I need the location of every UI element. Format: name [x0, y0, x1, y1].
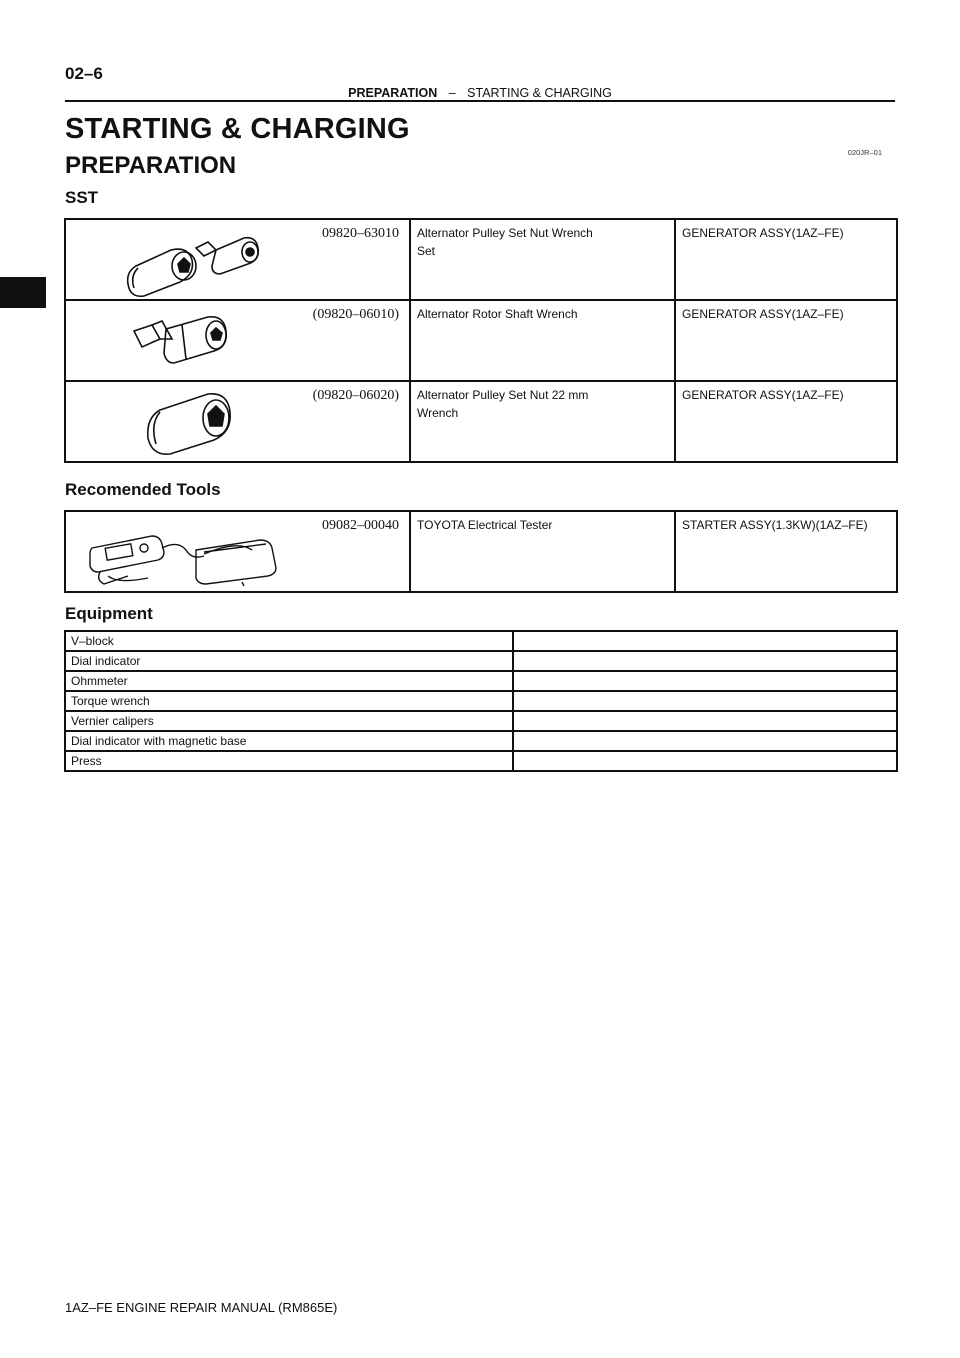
table-row — [65, 631, 897, 651]
table-row — [65, 731, 897, 751]
part-number: (09820–06010) — [312, 307, 399, 322]
tool-use: GENERATOR ASSY(1AZ–FE) — [675, 219, 897, 300]
page-number: 02–6 — [65, 64, 103, 83]
table-row — [65, 381, 897, 462]
table-row — [65, 219, 897, 300]
equipment-note — [513, 731, 897, 751]
document-code: 020JR–01 — [847, 148, 882, 157]
tool-name — [410, 219, 675, 300]
tool-use: GENERATOR ASSY(1AZ–FE) — [675, 381, 897, 462]
header-subsection: STARTING & CHARGING — [467, 86, 612, 100]
socket-wrench-icon — [116, 390, 316, 460]
header-section: PREPARATION — [348, 86, 438, 100]
header-rule — [65, 100, 895, 102]
equipment-note — [513, 671, 897, 691]
table-row — [65, 751, 897, 771]
part-number: (09820–06020) — [312, 388, 399, 403]
equipment-note — [513, 711, 897, 731]
table-row — [65, 671, 897, 691]
table-row — [65, 300, 897, 381]
tool-name-line: Wrench — [417, 406, 459, 420]
equipment-note — [513, 631, 897, 651]
tool-name-line: Alternator Pulley Set Nut 22 mm — [417, 388, 589, 402]
tool-name — [410, 381, 675, 462]
tool-image-cell — [65, 511, 410, 592]
tool-use: STARTER ASSY(1.3KW)(1AZ–FE) — [675, 511, 897, 592]
page-subtitle: PREPARATION — [65, 152, 237, 179]
equipment-note — [513, 751, 897, 771]
section-tab-marker — [0, 277, 46, 308]
equipment-item: Torque wrench — [65, 691, 513, 711]
equipment-note — [513, 651, 897, 671]
table-row — [65, 691, 897, 711]
tool-name — [410, 300, 675, 381]
table-row — [65, 651, 897, 671]
sst-heading: SST — [65, 188, 99, 207]
sst-table — [64, 218, 898, 463]
tool-image-cell — [65, 219, 410, 300]
tool-name-line: Alternator Pulley Set Nut Wrench — [417, 226, 593, 240]
equipment-heading: Equipment — [65, 604, 153, 623]
part-number: 09820–63010 — [322, 226, 399, 241]
equipment-item: V–block — [65, 631, 513, 651]
header-separator: – — [448, 86, 456, 100]
tool-name-line: Set — [417, 244, 436, 258]
tool-image-cell — [65, 381, 410, 462]
table-row — [65, 711, 897, 731]
part-number: 09082–00040 — [322, 518, 399, 533]
equipment-item: Vernier calipers — [65, 711, 513, 731]
tool-name — [410, 511, 675, 592]
table-row — [65, 511, 897, 592]
equipment-item: Dial indicator — [65, 651, 513, 671]
equipment-item: Ohmmeter — [65, 671, 513, 691]
page-footer: 1AZ–FE ENGINE REPAIR MANUAL (RM865E) — [65, 1300, 338, 1315]
pulley-nut-wrench-set-icon — [116, 228, 316, 298]
equipment-table — [64, 630, 898, 772]
tool-name-line: Alternator Rotor Shaft Wrench — [417, 307, 578, 321]
equipment-note — [513, 691, 897, 711]
tool-name-line: TOYOTA Electrical Tester — [417, 518, 553, 532]
rotor-shaft-wrench-icon — [116, 309, 316, 379]
tool-image-cell — [65, 300, 410, 381]
tool-use: GENERATOR ASSY(1AZ–FE) — [675, 300, 897, 381]
page-title: STARTING & CHARGING — [65, 113, 410, 145]
running-header — [65, 86, 895, 100]
equipment-item: Press — [65, 751, 513, 771]
recommended-tools-heading: Recomended Tools — [65, 480, 221, 499]
equipment-item: Dial indicator with magnetic base — [65, 731, 513, 751]
recommended-tools-table — [64, 510, 898, 593]
electrical-tester-icon — [88, 520, 288, 590]
